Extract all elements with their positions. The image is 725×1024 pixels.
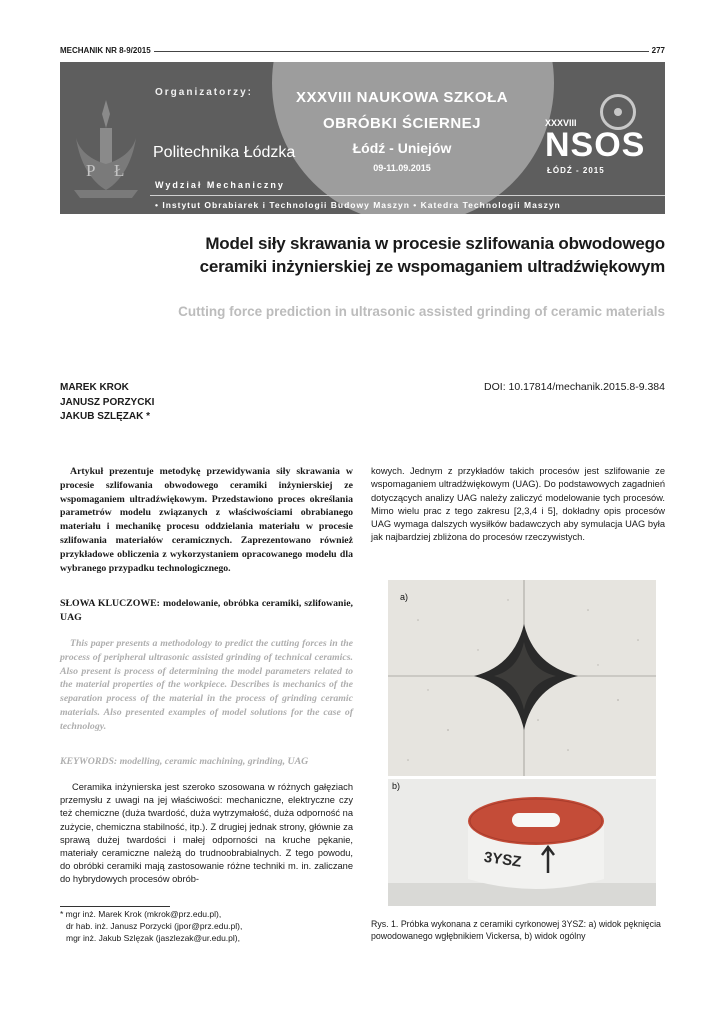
emblem-letter-l: Ł	[114, 161, 125, 180]
grinding-disk-icon	[600, 94, 636, 130]
keywords-en: KEYWORDS: modelling, ceramic machining, grinding, UAG	[60, 756, 309, 767]
figure-panel-a	[388, 580, 656, 776]
faculty-rule	[150, 195, 665, 196]
emblem-letter-p: P	[86, 161, 96, 180]
title-pl-line1: Model siły skrawania w procesie szlifowania obwodowego	[205, 234, 665, 253]
author-list	[60, 381, 154, 425]
conference-dates: 09-11.09.2015	[373, 163, 431, 173]
body-text-left: Ceramika inżynierska jest szeroko szosowana w różnych gałęziach przemysłu z uwagi na jej właściwości: mechaniczne, elektryczne czy też chemiczne (duża twardość, duża wytrzymałość, duża odporność na zużycie, chemiczna stabilność, itp.). Z drugiej jednak strony, głównie za sprawą dużej twardości i małej odporności na kruche pękanie, materiały ceramiczne należą do trudnoobrabialnych. Z tego powodu, do obróbki ceramiki mają zastosowanie różne techniki m. in. zaliczane do hybrydowych procesów obrób-	[60, 782, 353, 885]
banner-circle	[272, 62, 554, 214]
figure-1	[388, 580, 656, 906]
footnote-line: * mgr inż. Marek Krok (mkrok@prz.edu.pl),	[60, 909, 222, 919]
figure-caption: Rys. 1. Próbka wykonana z ceramiki cyrkonowej 3YSZ: a) widok pęknięcia powodowanego wgłębnikiem Vickersa, b) widok ogólny	[371, 919, 661, 941]
ceramic-sample-photo	[388, 779, 656, 906]
nsos-city: ŁÓDŹ - 2015	[547, 166, 605, 175]
sample-marking: 3YSZ	[482, 848, 523, 871]
school-title-line2: OBRÓBKI ŚCIERNEJ	[322, 115, 482, 132]
footnote	[60, 909, 242, 944]
panel-a-label: a)	[400, 592, 409, 602]
page-number: 277	[651, 45, 665, 55]
panel-b-label: b)	[392, 781, 401, 791]
author: MAREK KROK	[60, 382, 129, 393]
organizers-label: Organizatorzy:	[155, 87, 254, 98]
doi: DOI: 10.17814/mechanik.2015.8-9.384	[484, 381, 665, 393]
keywords-pl: SŁOWA KLUCZOWE: modelowanie, obróbka ceramiki, szlifowanie, UAG	[60, 598, 353, 623]
author: JAKUB SZLĘZAK *	[60, 411, 151, 422]
institutes-line: • Instytut Obrabiarek i Technologii Budowy Maszyn • Katedra Technologii Maszyn	[155, 200, 561, 210]
abstract-pl: Artykuł prezentuje metodykę przewidywania siły skrawania w procesie szlifowania obwodowego ceramiki inżynierskiej ze wspomaganiem ultradźwiękowym. Przedstawiono proces określania parametrów modelu związanych z właściwościami obrabianego materiału i mechanikę procesu oddzielania materiału w procesie szlifowania materiałów ceramicznych. Zaprezentowano również przykładowe obliczenia z wykorzystaniem opracowanego modelu dla wybranego przypadku technologicznego.	[60, 466, 353, 574]
running-head	[60, 43, 665, 57]
paper-title-pl	[60, 232, 665, 278]
journal-issue: MECHANIK NR 8-9/2015	[60, 45, 151, 55]
paper-title-en: Cutting force prediction in ultrasonic assisted grinding of ceramic materials	[178, 304, 665, 319]
header-rule	[154, 51, 649, 52]
title-pl-line2: ceramiki inżynierskiej ze wspomaganiem ultradźwiękowym	[199, 257, 665, 276]
body-text-right: kowych. Jednym z przykładów takich procesów jest szlifowanie ze wspomaganiem ultradźwiękowym (UAG). Do podstawowych zagadnień dotyczących analizy UAG należy zaliczyć modelowanie tych procesów. Mimo wielu prac z tego zakresu [2,3,4 i 5], dokładny opis procesów UAG wymaga dalszych wysiłków badawczych aby symulacja UAG była jak najbardziej zbliżona do procesów rzeczywistych.	[371, 466, 665, 543]
abstract-en: This paper presents a methodology to predict the cutting forces in the process of peripheral ultrasonic assisted grinding of technical ceramics. Also present is process of determining the model parameters related to the material properties of the workpiece. Describes is mechanics of the separation process of the material in the process of grinding ceramic materials. Also presented examples of model solutions for the case of technology.	[60, 638, 353, 732]
school-title-line1: XXXVIII NAUKOWA SZKOŁA	[295, 89, 509, 106]
conference-banner	[60, 62, 665, 214]
author: JANUSZ PORZYCKI	[60, 396, 155, 408]
footnote-line: dr hab. inż. Janusz Porzycki (jpor@prz.edu.pl),	[66, 920, 243, 931]
faculty-name: Wydział Mechaniczny	[155, 180, 285, 190]
conference-place: Łódź - Uniejów	[352, 140, 452, 156]
footnote-rule	[60, 906, 170, 907]
figure-panel-b	[388, 779, 656, 906]
university-emblem-icon	[66, 94, 146, 209]
university-name: Politechnika Łódzka	[153, 144, 296, 161]
nsos-edition: XXXVIII	[545, 118, 577, 128]
vickers-indent-photo	[388, 580, 656, 776]
footnote-line: mgr inż. Jakub Szlęzak (jaszlezak@ur.edu.pl),	[66, 932, 240, 943]
nsos-logo: NSOS	[545, 126, 646, 164]
